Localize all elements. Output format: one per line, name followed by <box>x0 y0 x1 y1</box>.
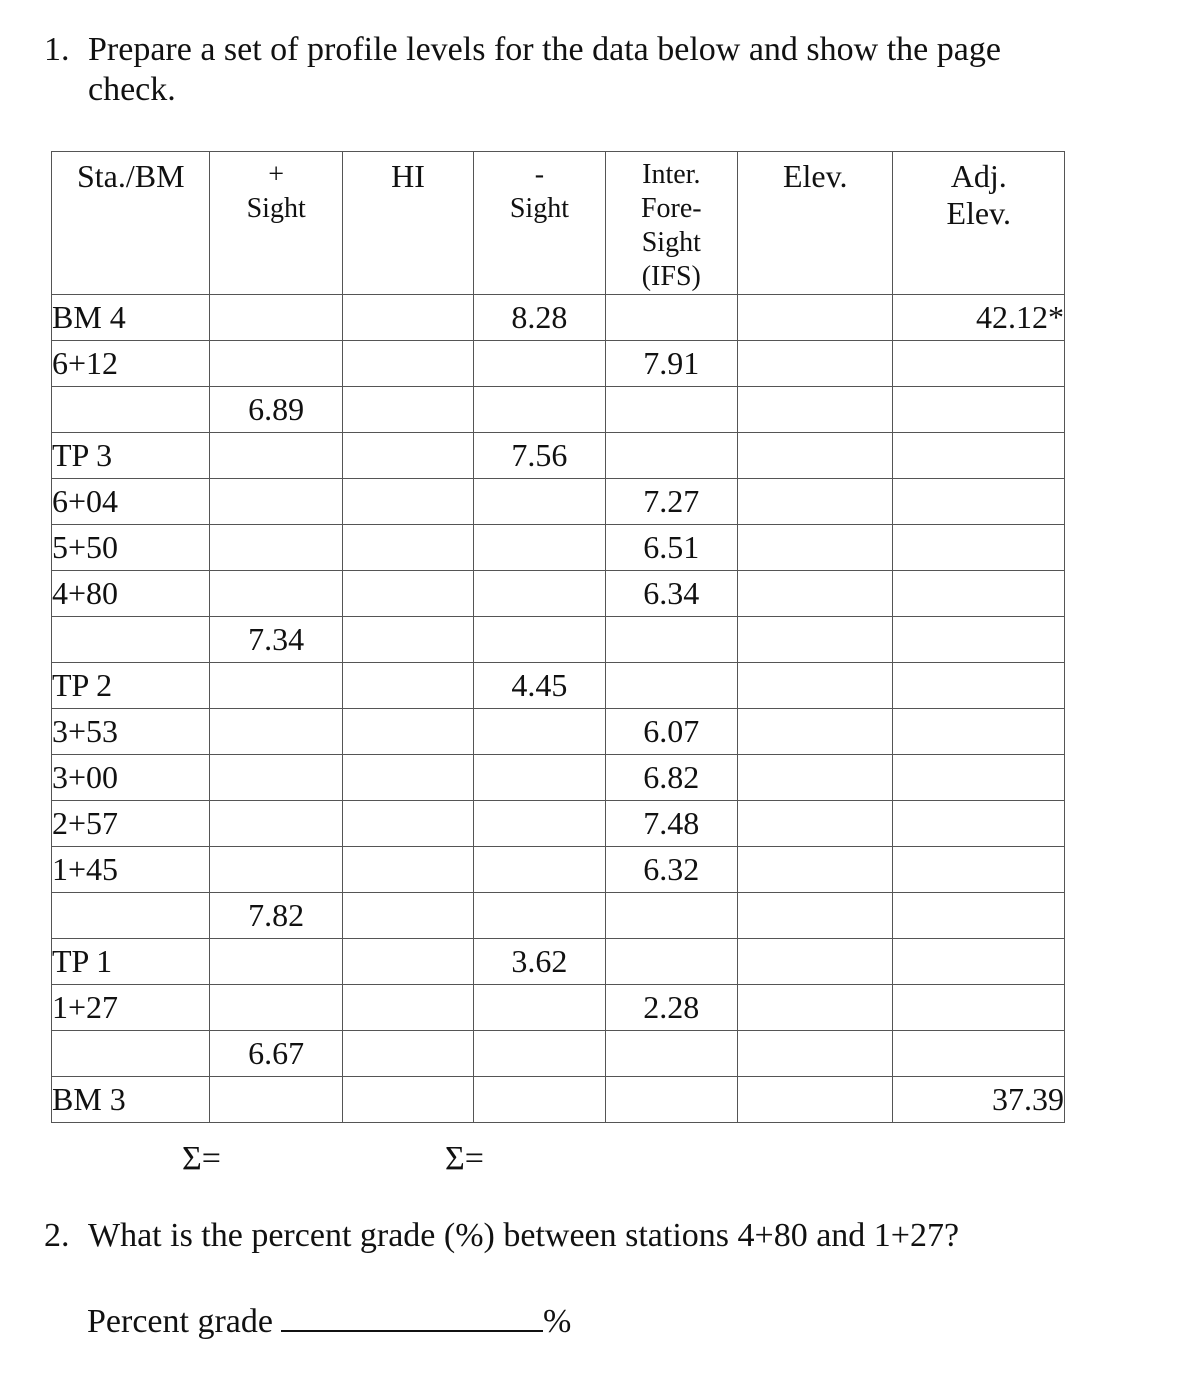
cell-hi <box>342 663 473 709</box>
table-row <box>52 341 1065 387</box>
cell-ifs <box>605 387 737 433</box>
cell-plus-sight <box>210 755 342 801</box>
cell-elev <box>738 1077 893 1123</box>
cell-minus-sight <box>474 847 605 893</box>
header-minus-sight: - Sight <box>474 152 605 295</box>
percent-grade-blank[interactable] <box>281 1300 543 1332</box>
cell-plus-sight: 7.82 <box>210 893 342 939</box>
cell-minus-sight <box>474 755 605 801</box>
cell-ifs: 6.07 <box>605 709 737 755</box>
cell-station: 6+12 <box>52 341 210 387</box>
cell-adj-elev: 42.12* <box>893 295 1065 341</box>
cell-station: BM 4 <box>52 295 210 341</box>
cell-minus-sight <box>474 801 605 847</box>
cell-adj-elev <box>893 755 1065 801</box>
cell-adj-elev <box>893 341 1065 387</box>
cell-plus-sight <box>210 663 342 709</box>
cell-hi <box>342 341 473 387</box>
cell-adj-elev <box>893 387 1065 433</box>
percent-grade-answer <box>87 1300 571 1341</box>
cell-minus-sight <box>474 709 605 755</box>
table-header-row <box>52 152 1065 295</box>
cell-minus-sight <box>474 387 605 433</box>
cell-adj-elev <box>893 939 1065 985</box>
cell-plus-sight <box>210 571 342 617</box>
cell-elev <box>738 387 893 433</box>
cell-station <box>52 893 210 939</box>
header-plus-sight: + Sight <box>210 152 342 295</box>
cell-plus-sight: 6.89 <box>210 387 342 433</box>
cell-hi <box>342 571 473 617</box>
cell-hi <box>342 985 473 1031</box>
cell-hi <box>342 709 473 755</box>
cell-minus-sight <box>474 525 605 571</box>
cell-station: TP 3 <box>52 433 210 479</box>
cell-minus-sight <box>474 1031 605 1077</box>
cell-station: 5+50 <box>52 525 210 571</box>
header-station: Sta./BM <box>52 152 210 295</box>
cell-elev <box>738 801 893 847</box>
cell-ifs <box>605 295 737 341</box>
cell-minus-sight <box>474 571 605 617</box>
cell-minus-sight <box>474 985 605 1031</box>
cell-hi <box>342 939 473 985</box>
cell-hi <box>342 893 473 939</box>
cell-elev <box>738 617 893 663</box>
cell-station <box>52 1031 210 1077</box>
table-row <box>52 479 1065 525</box>
question-2-text: What is the percent grade (%) between stations 4+80 and 1+27? <box>88 1217 960 1254</box>
cell-adj-elev <box>893 479 1065 525</box>
table-row <box>52 617 1065 663</box>
cell-ifs <box>605 433 737 479</box>
table-row <box>52 985 1065 1031</box>
cell-elev <box>738 755 893 801</box>
question-1-text-line1: Prepare a set of profile levels for the data below and show the page <box>88 31 1001 68</box>
cell-station: 1+45 <box>52 847 210 893</box>
cell-ifs: 7.27 <box>605 479 737 525</box>
cell-adj-elev <box>893 571 1065 617</box>
cell-plus-sight: 6.67 <box>210 1031 342 1077</box>
cell-elev <box>738 479 893 525</box>
cell-station: 4+80 <box>52 571 210 617</box>
table-row <box>52 433 1065 479</box>
cell-elev <box>738 847 893 893</box>
table-row <box>52 295 1065 341</box>
table-row <box>52 939 1065 985</box>
cell-station: 3+53 <box>52 709 210 755</box>
cell-ifs <box>605 939 737 985</box>
table-row <box>52 663 1065 709</box>
cell-hi <box>342 617 473 663</box>
cell-elev <box>738 1031 893 1077</box>
cell-plus-sight <box>210 801 342 847</box>
cell-adj-elev <box>893 663 1065 709</box>
cell-plus-sight <box>210 341 342 387</box>
cell-adj-elev <box>893 985 1065 1031</box>
table-row <box>52 387 1065 433</box>
minus-sight-sum: Σ= <box>445 1140 484 1177</box>
cell-ifs: 6.51 <box>605 525 737 571</box>
cell-hi <box>342 525 473 571</box>
table-row <box>52 893 1065 939</box>
question-2 <box>44 1217 959 1255</box>
cell-ifs: 6.34 <box>605 571 737 617</box>
header-ifs: Inter. Fore- Sight (IFS) <box>605 152 737 295</box>
cell-adj-elev: 37.39 <box>893 1077 1065 1123</box>
cell-station: 3+00 <box>52 755 210 801</box>
cell-minus-sight: 3.62 <box>474 939 605 985</box>
cell-adj-elev <box>893 1031 1065 1077</box>
cell-station <box>52 617 210 663</box>
cell-ifs <box>605 1077 737 1123</box>
percent-unit: % <box>542 1303 572 1340</box>
cell-minus-sight <box>474 341 605 387</box>
cell-plus-sight <box>210 295 342 341</box>
question-1-text-line2: check. <box>88 71 176 108</box>
cell-ifs: 6.82 <box>605 755 737 801</box>
cell-station: TP 1 <box>52 939 210 985</box>
cell-minus-sight: 7.56 <box>474 433 605 479</box>
header-hi: HI <box>342 152 473 295</box>
cell-plus-sight <box>210 939 342 985</box>
cell-hi <box>342 801 473 847</box>
cell-hi <box>342 387 473 433</box>
table-row <box>52 1077 1065 1123</box>
cell-adj-elev <box>893 433 1065 479</box>
cell-adj-elev <box>893 709 1065 755</box>
cell-minus-sight <box>474 617 605 663</box>
cell-station: TP 2 <box>52 663 210 709</box>
cell-elev <box>738 433 893 479</box>
table-row <box>52 847 1065 893</box>
cell-elev <box>738 571 893 617</box>
cell-adj-elev <box>893 801 1065 847</box>
cell-elev <box>738 663 893 709</box>
table-row <box>52 755 1065 801</box>
cell-ifs <box>605 663 737 709</box>
cell-hi <box>342 433 473 479</box>
cell-adj-elev <box>893 893 1065 939</box>
cell-hi <box>342 847 473 893</box>
header-adj-elev: Adj. Elev. <box>893 152 1065 295</box>
cell-station: 6+04 <box>52 479 210 525</box>
question-1 <box>44 30 1001 110</box>
cell-adj-elev <box>893 525 1065 571</box>
cell-minus-sight <box>474 1077 605 1123</box>
cell-station: BM 3 <box>52 1077 210 1123</box>
cell-minus-sight: 8.28 <box>474 295 605 341</box>
cell-ifs <box>605 617 737 663</box>
cell-hi <box>342 755 473 801</box>
plus-sight-sum: Σ= <box>182 1140 221 1177</box>
cell-plus-sight <box>210 433 342 479</box>
cell-minus-sight <box>474 479 605 525</box>
cell-adj-elev <box>893 617 1065 663</box>
table-row <box>52 525 1065 571</box>
cell-elev <box>738 985 893 1031</box>
question-2-number: 2. <box>44 1217 70 1254</box>
cell-plus-sight <box>210 985 342 1031</box>
cell-elev <box>738 893 893 939</box>
table-row <box>52 709 1065 755</box>
cell-elev <box>738 341 893 387</box>
cell-elev <box>738 525 893 571</box>
table-row <box>52 801 1065 847</box>
cell-elev <box>738 709 893 755</box>
cell-station: 1+27 <box>52 985 210 1031</box>
cell-plus-sight <box>210 525 342 571</box>
cell-minus-sight <box>474 893 605 939</box>
table-row <box>52 1031 1065 1077</box>
cell-ifs <box>605 893 737 939</box>
cell-plus-sight <box>210 709 342 755</box>
cell-ifs: 2.28 <box>605 985 737 1031</box>
question-1-number: 1. <box>44 31 70 68</box>
cell-station <box>52 387 210 433</box>
cell-hi <box>342 479 473 525</box>
cell-elev <box>738 295 893 341</box>
cell-hi <box>342 1077 473 1123</box>
cell-ifs: 7.48 <box>605 801 737 847</box>
cell-ifs <box>605 1031 737 1077</box>
cell-plus-sight <box>210 847 342 893</box>
cell-hi <box>342 1031 473 1077</box>
cell-plus-sight <box>210 479 342 525</box>
cell-hi <box>342 295 473 341</box>
table-row <box>52 571 1065 617</box>
percent-grade-label: Percent grade <box>87 1303 273 1340</box>
cell-station: 2+57 <box>52 801 210 847</box>
cell-elev <box>738 939 893 985</box>
cell-plus-sight: 7.34 <box>210 617 342 663</box>
cell-plus-sight <box>210 1077 342 1123</box>
cell-ifs: 6.32 <box>605 847 737 893</box>
profile-levels-table <box>51 151 1065 1123</box>
cell-ifs: 7.91 <box>605 341 737 387</box>
cell-minus-sight: 4.45 <box>474 663 605 709</box>
cell-adj-elev <box>893 847 1065 893</box>
header-elev: Elev. <box>738 152 893 295</box>
